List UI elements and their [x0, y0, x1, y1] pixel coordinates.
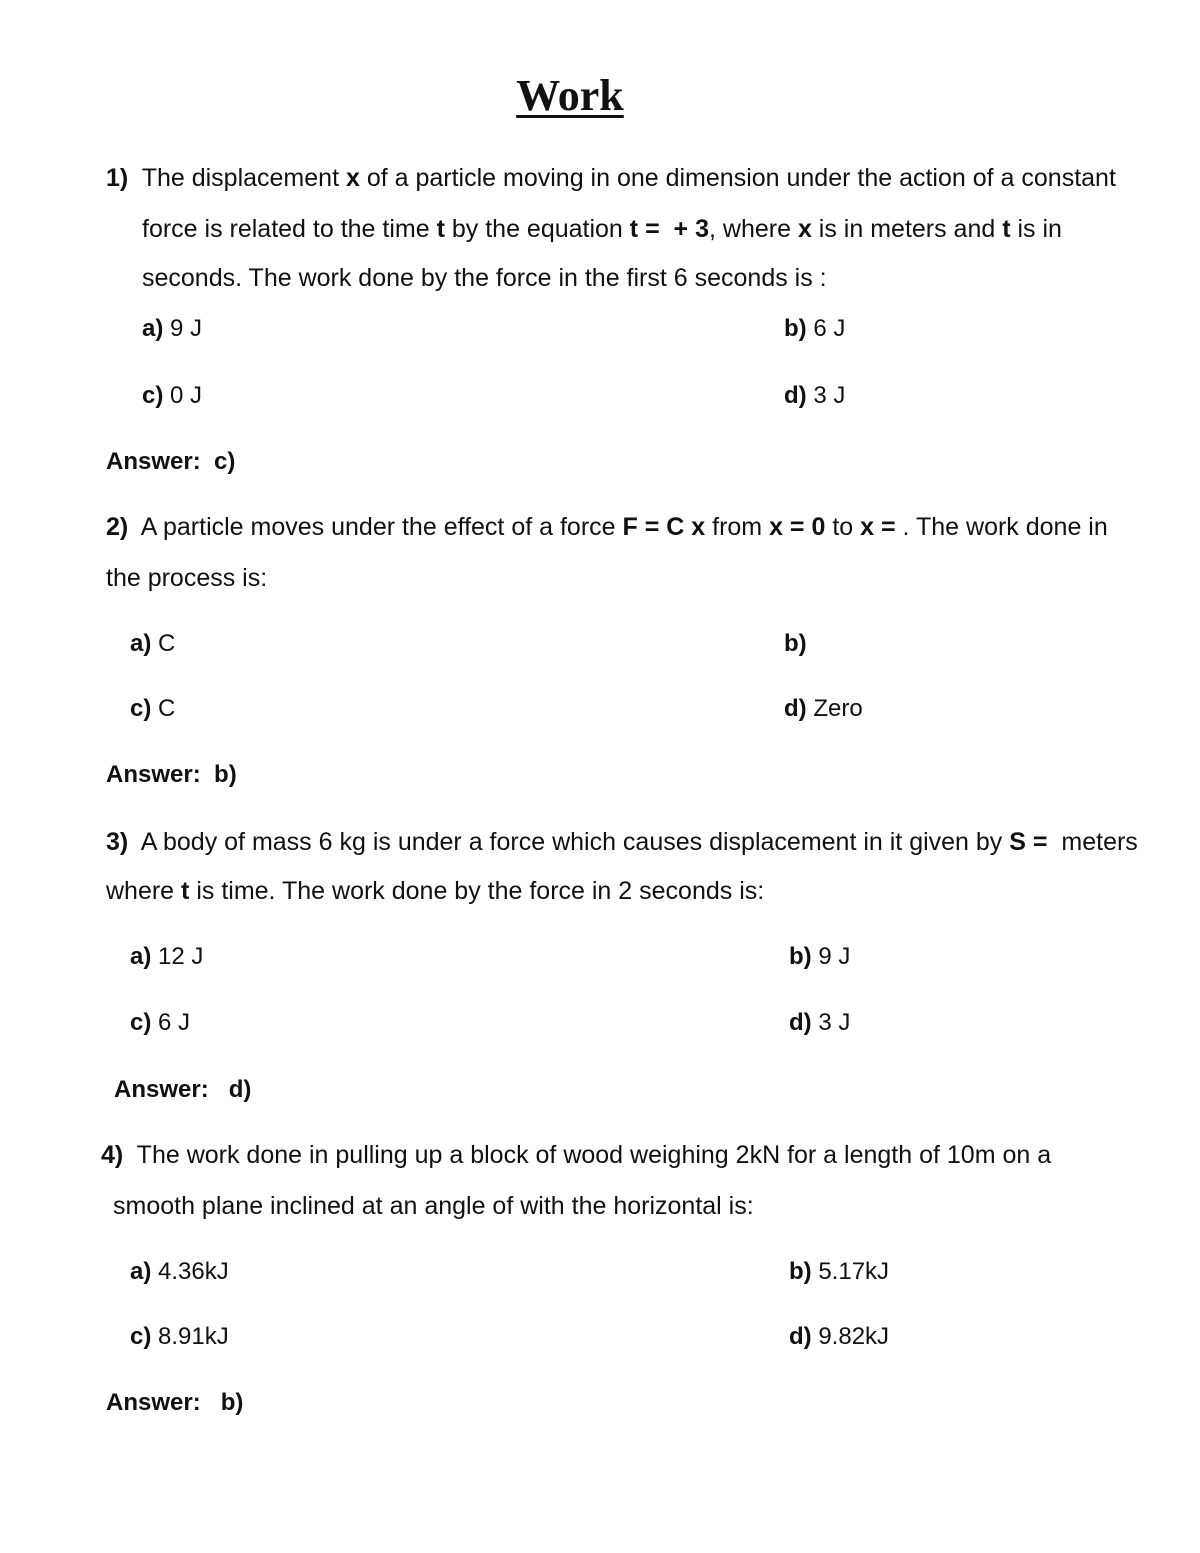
answer-line: Answer: b) [106, 761, 237, 788]
question-2-line-2: the process is: [106, 564, 268, 592]
option-c: c) C [130, 695, 176, 722]
option-a: a) C [130, 630, 176, 657]
option-d: d) 9.82kJ [789, 1323, 890, 1350]
question-number: 2) [106, 513, 129, 541]
option-d: d) Zero [784, 695, 863, 722]
option-b: b) [784, 630, 807, 657]
question-number: 1) [106, 164, 129, 192]
question-1-line-3: seconds. The work done by the force in the first 6 seconds is : [142, 264, 827, 292]
question-4-line-2: smooth plane inclined at an angle of with the horizontal is: [113, 1192, 754, 1220]
option-a: a) 4.36kJ [130, 1258, 229, 1285]
option-b: b) 5.17kJ [789, 1258, 890, 1285]
question-3-line-2: where t is time. The work done by the force in 2 seconds is: [106, 877, 765, 905]
answer-line: Answer: c) [106, 448, 236, 475]
page-title: Work [516, 71, 624, 120]
question-1-line-1: 1) The displacement x of a particle moving in one dimension under the action of a constant [106, 164, 1116, 192]
option-d: d) 3 J [789, 1009, 851, 1036]
answer-line: Answer: b) [106, 1389, 244, 1416]
question-4-line-1: 4) The work done in pulling up a block of wood weighing 2kN for a length of 10m on a [101, 1141, 1052, 1169]
question-2-line-1: 2) A particle moves under the effect of a force F = C x from x = 0 to x = . The work done in [106, 513, 1108, 541]
answer-line: Answer: d) [114, 1076, 252, 1103]
option-b: b) 9 J [789, 943, 851, 970]
question-number: 4) [101, 1141, 124, 1169]
option-a: a) 12 J [130, 943, 204, 970]
question-3-line-1: 3) A body of mass 6 kg is under a force which causes displacement in it given by S = meters [106, 828, 1138, 856]
question-number: 3) [106, 828, 129, 856]
question-1-line-2: force is related to the time t by the equation t = + 3, where x is in meters and t is in [142, 215, 1062, 243]
option-a: a) 9 J [142, 315, 203, 342]
option-c: c) 6 J [130, 1009, 191, 1036]
option-b: b) 6 J [784, 315, 846, 342]
option-d: d) 3 J [784, 382, 846, 409]
option-c: c) 8.91kJ [130, 1323, 229, 1350]
option-c: c) 0 J [142, 382, 203, 409]
